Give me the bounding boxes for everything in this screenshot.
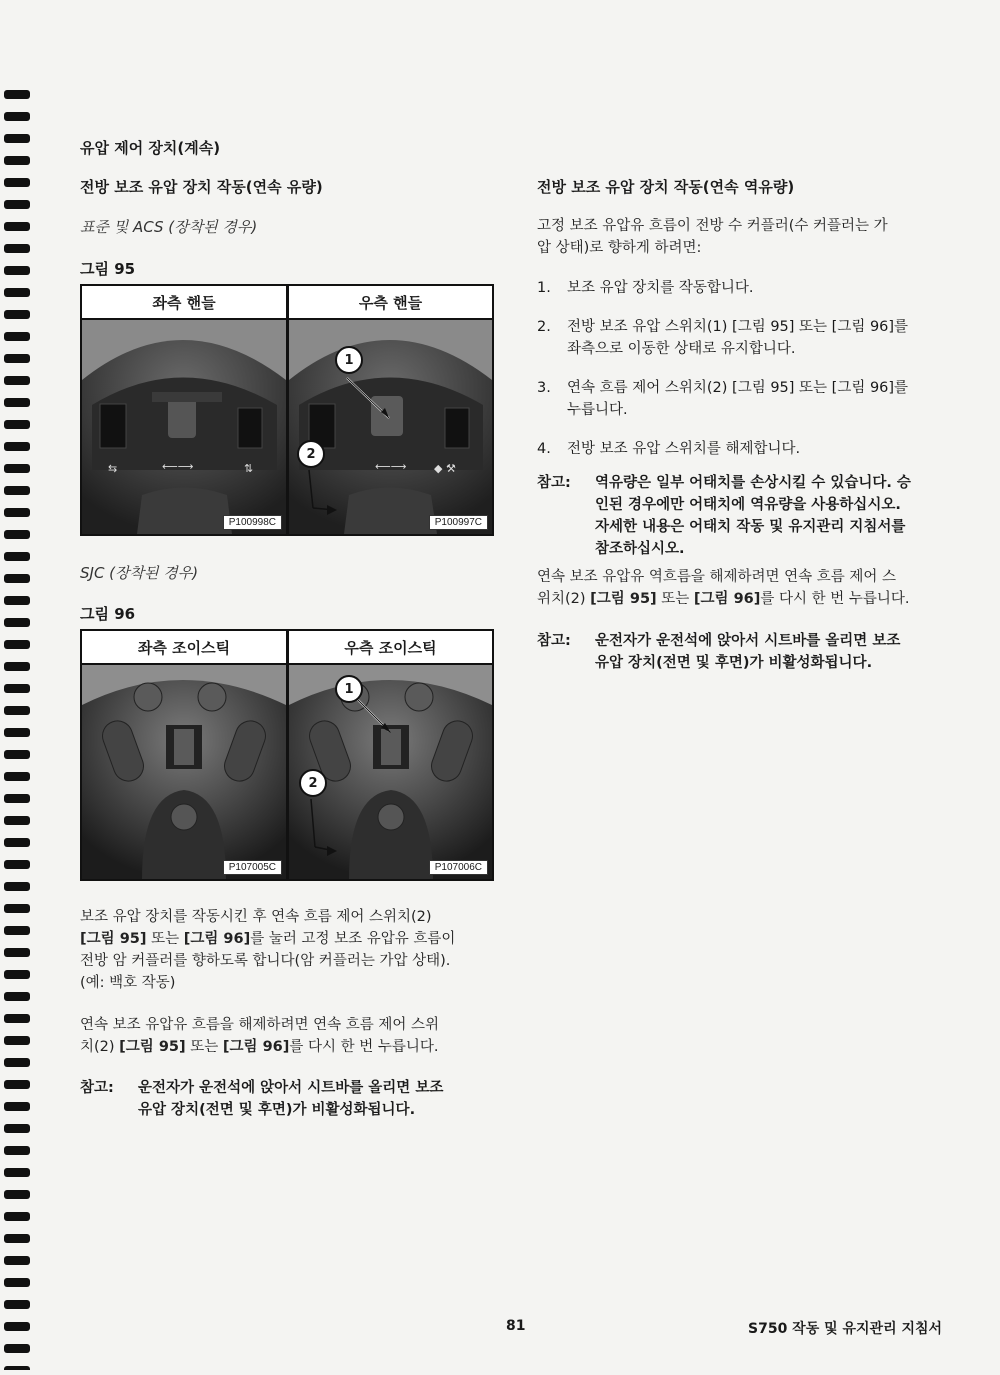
page-number: 81 xyxy=(506,1318,526,1334)
binding-coil xyxy=(4,266,30,275)
para2-start: 치(2) xyxy=(80,1039,120,1055)
fig95-left-photo xyxy=(82,320,286,534)
binding-coil xyxy=(4,1278,30,1287)
intro-line2: 압 상태)로 향하게 하려면: xyxy=(537,240,702,256)
para-line1: 연속 보조 유압유 역흐름을 해제하려면 연속 흐름 제어 스 xyxy=(537,569,897,585)
step-text xyxy=(567,277,754,299)
binding-coil xyxy=(4,772,30,781)
step-item xyxy=(537,377,957,421)
binding-coil xyxy=(4,1256,30,1265)
svg-text:⟵⟶: ⟵⟶ xyxy=(162,460,194,473)
step-line2: 좌측으로 이동한 상태로 유지합니다. xyxy=(567,341,796,357)
binding-coil xyxy=(4,90,30,99)
step-number: 1. xyxy=(537,280,551,296)
subsection-title-left: 전방 보조 유압 장치 작동(연속 유량) xyxy=(80,178,323,196)
binding-coil xyxy=(4,442,30,451)
fig95-right-code: P100997C xyxy=(429,515,488,530)
note-line2: 인된 경우에만 어태치에 역유량을 사용하십시오. xyxy=(595,497,901,513)
fig96-left-code: P107005C xyxy=(223,860,282,875)
step-item xyxy=(537,316,957,360)
binding-coil xyxy=(4,486,30,495)
binding-coil xyxy=(4,948,30,957)
binding-coil xyxy=(4,662,30,671)
binding-coil xyxy=(4,200,30,209)
binding-coil xyxy=(4,1322,30,1331)
manual-title: S750 작동 및 유지관리 지침서 xyxy=(748,1321,943,1337)
note-label: 참고: xyxy=(80,1080,114,1096)
para1-line2 xyxy=(80,928,500,950)
binding-coil xyxy=(4,596,30,605)
binding-coil xyxy=(4,1212,30,1221)
binding-coil xyxy=(4,1146,30,1155)
variant-standard-acs: 표준 및 ACS (장착된 경우) xyxy=(80,218,258,236)
note-label: 참고: xyxy=(537,633,571,649)
para1-or: 또는 xyxy=(146,931,184,947)
note-reverse-flow xyxy=(537,472,957,560)
step-line1: 전방 보조 유압 스위치(1) [그림 95] 또는 [그림 96]를 xyxy=(567,319,909,335)
step-line1: 보조 유압 장치를 작동합니다. xyxy=(567,280,754,296)
fig95-left-header: 좌측 핸들 xyxy=(82,286,286,320)
fig95-callout-2: 2 xyxy=(297,440,325,468)
note-text xyxy=(595,472,911,560)
para1-line3: 전방 암 커플러를 향하도록 합니다(암 커플러는 가압 상태). xyxy=(80,953,451,969)
binding-coil xyxy=(4,794,30,803)
binding-coil xyxy=(4,552,30,561)
svg-text:⇅: ⇅ xyxy=(244,462,254,475)
fig95-left-code: P100998C xyxy=(223,515,282,530)
step-number: 3. xyxy=(537,380,551,396)
ref-fig96: [그림 96] xyxy=(693,591,761,607)
binding-coil xyxy=(4,816,30,825)
ref-fig95: [그림 95] xyxy=(80,931,147,947)
variant-sjc: SJC (장착된 경우) xyxy=(80,564,199,582)
figure-95 xyxy=(80,284,494,536)
intro-paragraph xyxy=(537,215,957,259)
note-line1: 운전자가 운전석에 앉아서 시트바를 올리면 보조 xyxy=(138,1080,444,1096)
ref-fig95: [그림 95] xyxy=(590,591,657,607)
step-number: 2. xyxy=(537,319,551,335)
binding-coil xyxy=(4,1168,30,1177)
step-line1: 전방 보조 유압 스위치를 해제합니다. xyxy=(567,441,801,457)
fig95-right-header: 우측 핸들 xyxy=(289,286,492,320)
para2-rest: 를 다시 한 번 누릅니다. xyxy=(289,1039,439,1055)
para2-line2 xyxy=(80,1036,500,1058)
step-text xyxy=(567,377,908,421)
ref-fig96: [그림 96] xyxy=(183,931,251,947)
binding-coil xyxy=(4,354,30,363)
svg-text:◆ ⚒: ◆ ⚒ xyxy=(434,462,456,475)
note-right xyxy=(537,630,957,674)
step-number: 4. xyxy=(537,441,551,457)
figure-96 xyxy=(80,629,494,881)
binding-coil xyxy=(4,1190,30,1199)
binding-coil xyxy=(4,310,30,319)
step-text xyxy=(567,316,908,360)
note-line2: 유압 장치(전면 및 후면)가 비활성화됩니다. xyxy=(595,655,873,671)
note-label: 참고: xyxy=(537,475,571,491)
para1-line1: 보조 유압 장치를 작동시킨 후 연속 흐름 제어 스위치(2) xyxy=(80,909,432,925)
step-line1: 연속 흐름 제어 스위치(2) [그림 95] 또는 [그림 96]를 xyxy=(567,380,909,396)
step-line2: 누릅니다. xyxy=(567,402,628,418)
binding-coil xyxy=(4,1124,30,1133)
paragraph-release-flow xyxy=(80,1014,500,1058)
binding-coil xyxy=(4,750,30,759)
binding-coil xyxy=(4,332,30,341)
section-title: 유압 제어 장치(계속) xyxy=(80,139,221,157)
binding-coil xyxy=(4,1102,30,1111)
binding-coil xyxy=(4,1366,30,1370)
fig96-left-photo xyxy=(82,665,286,879)
binding-coil xyxy=(4,706,30,715)
para1-line4: (예: 백호 작동) xyxy=(80,975,176,991)
fig96-callout-2: 2 xyxy=(299,769,327,797)
svg-text:⟵⟶: ⟵⟶ xyxy=(375,460,407,473)
steps-list xyxy=(537,277,957,477)
para2-or: 또는 xyxy=(185,1039,223,1055)
binding-coil xyxy=(4,860,30,869)
paragraph-release-reverse xyxy=(537,566,957,610)
fig96-right-code: P107006C xyxy=(429,860,488,875)
binding-coil xyxy=(4,420,30,429)
para-rest: 를 다시 한 번 누릅니다. xyxy=(760,591,910,607)
para-or: 또는 xyxy=(656,591,694,607)
binding-coil xyxy=(4,1300,30,1309)
fig95-callout-1: 1 xyxy=(335,346,363,374)
note-line1: 운전자가 운전석에 앉아서 시트바를 올리면 보조 xyxy=(595,633,901,649)
figure-96-label: 그림 96 xyxy=(80,605,136,623)
fig96-right-header: 우측 조이스틱 xyxy=(289,631,492,665)
binding-coil xyxy=(4,530,30,539)
binding-coil xyxy=(4,464,30,473)
binding-coil xyxy=(4,1058,30,1067)
note-line2: 유압 장치(전면 및 후면)가 비활성화됩니다. xyxy=(138,1102,416,1118)
note-left xyxy=(80,1077,500,1121)
binding-coil xyxy=(4,1080,30,1089)
step-item xyxy=(537,277,957,299)
fig96-right-photo xyxy=(289,665,492,879)
intro-line1: 고정 보조 유압유 흐름이 전방 수 커플러(수 커플러는 가 xyxy=(537,218,888,234)
binding-coil xyxy=(4,178,30,187)
fig96-callout-1: 1 xyxy=(335,675,363,703)
binding-coil xyxy=(4,992,30,1001)
para-start: 위치(2) xyxy=(537,591,591,607)
binding-coil xyxy=(4,838,30,847)
binding-coil xyxy=(4,398,30,407)
binding-coil xyxy=(4,926,30,935)
binding-coil xyxy=(4,508,30,517)
subsection-title-right: 전방 보조 유압 장치 작동(연속 역유량) xyxy=(537,178,795,196)
binding-coil xyxy=(4,904,30,913)
binding-coil xyxy=(4,574,30,583)
paragraph-continuous-flow xyxy=(80,906,500,994)
svg-text:⇆: ⇆ xyxy=(108,462,118,475)
binding-coil xyxy=(4,640,30,649)
binding-coil xyxy=(4,222,30,231)
binding-coil xyxy=(4,882,30,891)
binding-coil xyxy=(4,618,30,627)
binding-coil xyxy=(4,728,30,737)
binding-coil xyxy=(4,970,30,979)
para-line2 xyxy=(537,588,957,610)
binding-coil xyxy=(4,156,30,165)
note-line4: 참조하십시오. xyxy=(595,541,685,557)
binding-coil xyxy=(4,1344,30,1353)
step-item xyxy=(537,438,957,460)
spiral-binding xyxy=(0,80,34,1370)
binding-coil xyxy=(4,244,30,253)
figure-95-label: 그림 95 xyxy=(80,260,136,278)
note-line1: 역유량은 일부 어태치를 손상시킬 수 있습니다. 승 xyxy=(595,475,911,491)
para1-rest: 를 눌러 고정 보조 유압유 흐름이 xyxy=(250,931,456,947)
note-text xyxy=(138,1077,443,1121)
fig96-left-header: 좌측 조이스틱 xyxy=(82,631,286,665)
ref-fig96: [그림 96] xyxy=(222,1039,290,1055)
ref-fig95: [그림 95] xyxy=(119,1039,186,1055)
note-text xyxy=(595,630,900,674)
binding-coil xyxy=(4,1234,30,1243)
binding-coil xyxy=(4,134,30,143)
binding-coil xyxy=(4,1014,30,1023)
binding-coil xyxy=(4,1036,30,1045)
para2-line1: 연속 보조 유압유 흐름을 해제하려면 연속 흐름 제어 스위 xyxy=(80,1017,440,1033)
note-line3: 자세한 내용은 어태치 작동 및 유지관리 지침서를 xyxy=(595,519,906,535)
binding-coil xyxy=(4,684,30,693)
step-text xyxy=(567,438,800,460)
binding-coil xyxy=(4,288,30,297)
binding-coil xyxy=(4,376,30,385)
fig95-right-photo xyxy=(289,320,492,534)
binding-coil xyxy=(4,112,30,121)
